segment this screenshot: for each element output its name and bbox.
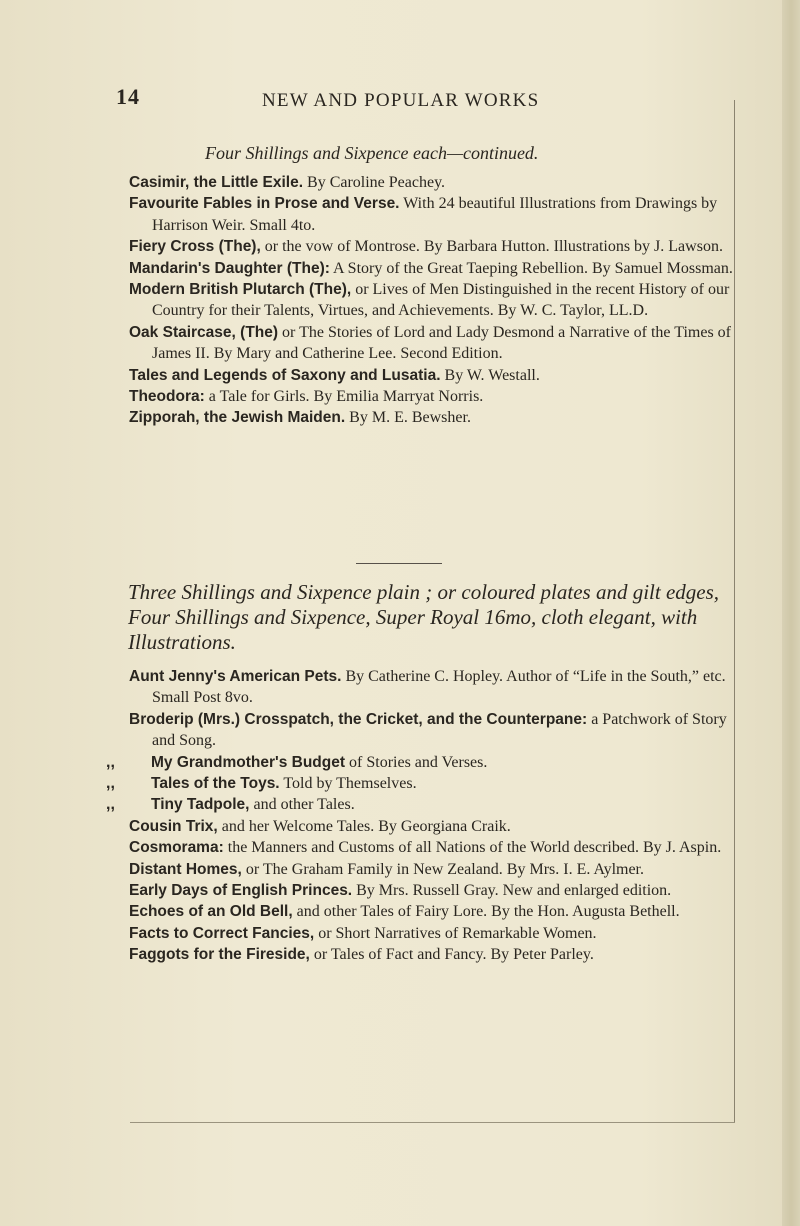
entry-title: Cosmorama: (129, 839, 224, 857)
entry-details: A Story of the Great Taeping Rebellion. By Samuel Mossman. (329, 259, 733, 277)
list-item (129, 386, 741, 407)
entry-title: Aunt Jenny's American Pets. (129, 668, 342, 685)
list-item (129, 407, 741, 428)
section-heading-three-shillings: Three Shillings and Sixpence plain ; or coloured plates and gilt edges, Four Shillings and Sixpence, Super Royal 16mo, cloth elegant, with Illustrations. (128, 580, 720, 654)
list-item (129, 923, 741, 944)
entry-title: Modern British Plutarch (The), (129, 281, 352, 299)
list-item (129, 709, 741, 752)
entry-details: or the vow of Montrose. By Barbara Hutton. Illustrations by J. Lawson. (260, 238, 723, 256)
list-item (129, 279, 741, 322)
list-item (129, 666, 741, 709)
entry-title: Casimir, the Little Exile. (129, 174, 304, 191)
entry-details: By Catherine C. Hopley. Author of “Life in the South,” etc. Small Post 8vo. (152, 668, 726, 707)
entry-list-section-2 (106, 666, 741, 966)
entry-details: By Mrs. Russell Gray. New and enlarged edition. (352, 882, 672, 900)
entry-title: Oak Staircase, (The) (129, 323, 279, 341)
list-item (129, 172, 741, 193)
list-item (129, 816, 741, 837)
ditto-mark: ,, (106, 775, 115, 793)
page-edge (782, 0, 800, 1226)
running-head: NEW AND POPULAR WORKS (262, 90, 540, 111)
entry-details: or Lives of Men Distinguished in the recent History of our Country for their Talents, Virtues, and Achievements. By W. C. Taylor, LL.D. (152, 281, 730, 320)
entry-details: or Tales of Fact and Fancy. By Peter Parley. (309, 946, 594, 964)
entry-title: Tales and Legends of Saxony and Lusatia. (129, 366, 441, 384)
entry-details: and other Tales of Fairy Lore. By the Hon. Augusta Bethell. (292, 903, 680, 921)
entry-details: By M. E. Bewsher. (345, 409, 471, 427)
entry-title: Mandarin's Daughter (The): (129, 259, 330, 277)
entry-title: Cousin Trix, (129, 817, 218, 835)
list-item (129, 837, 741, 858)
entry-title: Fiery Cross (The), (129, 238, 261, 256)
entry-details: or The Graham Family in New Zealand. By Mrs. I. E. Aylmer. (241, 860, 644, 878)
entry-title: My Grandmother's Budget (151, 753, 346, 771)
list-item (129, 880, 741, 901)
entry-title: Faggots for the Fireside, (129, 946, 310, 964)
ditto-mark: ,, (106, 753, 115, 771)
entry-title: Echoes of an Old Bell, (129, 903, 293, 921)
page-number: 14 (116, 84, 140, 109)
entry-details: a Patchwork of Story and Song. (152, 710, 727, 750)
list-item (106, 794, 741, 815)
entry-title: Zipporah, the Jewish Maiden. (129, 409, 346, 427)
section-divider (356, 563, 442, 564)
entry-title: Tiny Tadpole, (151, 796, 250, 814)
entry-title: Facts to Correct Fancies, (129, 924, 315, 942)
list-item (129, 944, 741, 965)
list-item (129, 859, 741, 880)
entry-details: the Manners and Customs of all Nations of the World described. By J. Aspin. (223, 839, 722, 857)
entry-details: and other Tales. (249, 796, 355, 814)
entry-title: Early Days of English Princes. (129, 882, 353, 900)
entry-details: With 24 beautiful Illustrations from Drawings by Harrison Weir. Small 4to. (152, 195, 718, 234)
list-item (129, 365, 741, 386)
entry-details: Told by Themselves. (279, 775, 417, 793)
entry-details: and her Welcome Tales. By Georgiana Craik. (217, 817, 511, 835)
entry-details: or Short Narratives of Remarkable Women. (314, 924, 597, 942)
entry-list-section-1 (129, 172, 741, 429)
list-item (106, 773, 741, 794)
list-item (129, 322, 741, 365)
entry-title: Theodora: (129, 388, 205, 406)
list-item (129, 258, 741, 279)
section-heading-four-shillings: Four Shillings and Sixpence each—continued. (205, 143, 539, 163)
entry-details: By Caroline Peachey. (303, 174, 446, 191)
list-item (106, 752, 741, 773)
list-item (129, 236, 741, 257)
entry-title: Distant Homes, (129, 860, 242, 878)
entry-details: of Stories and Verses. (345, 753, 488, 771)
bottom-rule (130, 1122, 735, 1123)
entry-details: or The Stories of Lord and Lady Desmond a Narrative of the Times of James II. By Mary and Catherine Lee. Second Edition. (152, 323, 731, 363)
list-item (129, 193, 741, 236)
entry-title: Broderip (Mrs.) Crosspatch, the Cricket, and the Counterpane: (129, 710, 588, 728)
entry-title: Favourite Fables in Prose and Verse. (129, 195, 400, 213)
list-item (129, 901, 741, 922)
entry-details: a Tale for Girls. By Emilia Marryat Norris. (204, 388, 484, 406)
entry-details: By W. Westall. (440, 366, 540, 384)
ditto-mark: ,, (106, 796, 115, 814)
entry-title: Tales of the Toys. (151, 775, 280, 793)
